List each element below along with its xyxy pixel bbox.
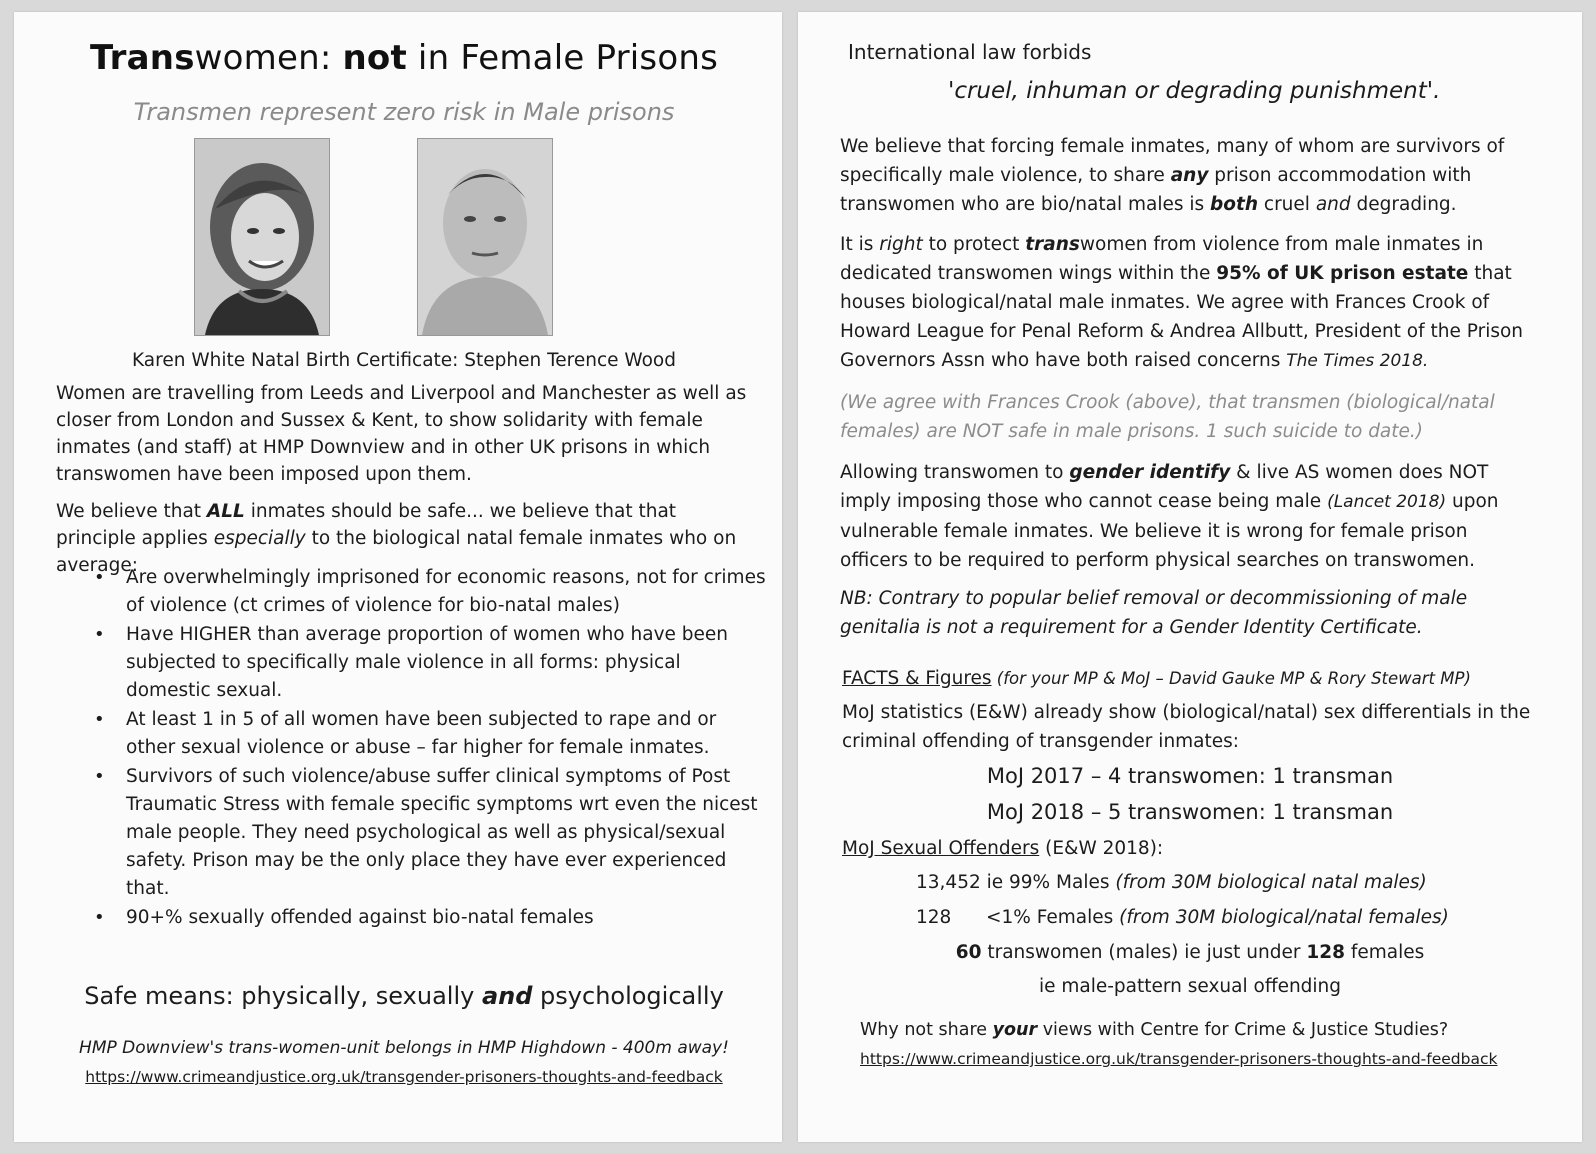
facts-heading: FACTS & Figures (for your MP & MoJ – David Gauke MP & Rory Stewart MP) [842,668,1471,689]
male-pattern-line: ie male-pattern sexual offending [1038,976,1342,997]
list-item: • Survivors of such violence/abuse suffer clinical symptoms of Post Traumatic Stress with female specific symptoms wrt even the nicest male people. They need psychological as well as physical/sexual safety. Prison may be the only place they have ever experienced that. [126,763,766,903]
moj-statistics: MoJ statistics (E&W) already show (biological/natal) sex differentials in the criminal offending of transgender inmates: [842,702,1531,752]
gender-identify-paragraph: Allowing transwomen to gender identify & live AS women does NOT imply imposing those who cannot cease being male (Lancet 2018) upon vulnerable female inmates. We believe it is wrong for female prison officers to be required to perform physical searches on transwomen. [840,462,1499,571]
feedback-link-right[interactable]: https://www.crimeandjustice.org.uk/transgender-prisoners-thoughts-and-feedback [860,1050,1498,1068]
right-page [798,12,1582,1142]
nb-note: NB: Contrary to popular belief removal or decommissioning of male genitalia is not a requirement for a Gender Identity Certificate. [840,588,1468,638]
belief-paragraph: We believe that ALL inmates should be safe... we believe that that principle applies especially to the biological natal female inmates who on average: [56,501,737,576]
protect-paragraph: It is right to protect transwomen from violence from male inmates in dedicated transwomen wings within the 95% of UK prison estate that houses biological/natal male inmates. We agree with Frances Crook of Howard League for Penal Reform & Andrea Allbutt, President of the Prison Governors Assn who have both raised concerns The Times 2018. [840,234,1524,371]
list-item: • Are overwhelmingly imprisoned for economic reasons, not for crimes of violence (ct crimes of violence for bio-natal males) [126,564,766,620]
moj-2017: MoJ 2017 – 4 transwomen: 1 transman [986,764,1394,788]
males-offenders-line: 13,452 ie 99% Males (from 30M biological natal males) [916,872,1427,893]
safe-means-heading: Safe means: physically, sexually and psychologically [84,982,724,1010]
photo-karen-white [194,138,330,336]
sexual-offenders-heading: MoJ Sexual Offenders (E&W 2018): [842,838,1164,859]
intro-paragraph: Women are travelling from Leeds and Liverpool and Manchester as well as closer from London and Sussex & Kent, to show solidarity with female inmates (and staff) at HMP Downview and in other UK prisons in which transwomen have been imposed upon them. [56,383,747,485]
transmen-note: (We agree with Frances Crook (above), that transmen (biological/natal females) are NOT safe in male prisons. 1 such suicide to date.) [840,392,1495,442]
transwomen-offenders-line: 60 transwomen (males) ie just under 128 females [955,942,1425,963]
photo-stephen-terence-wood [417,138,553,336]
feedback-link[interactable]: https://www.crimeandjustice.org.uk/transgender-prisoners-thoughts-and-feedback [85,1068,723,1086]
share-views-line: Why not share your views with Centre for Crime & Justice Studies? [860,1020,1449,1040]
females-offenders-number: 128 [916,907,952,928]
inmate-facts-list [126,564,766,933]
moj-2018: MoJ 2018 – 5 transwomen: 1 transman [986,800,1394,824]
international-law-heading: International law forbids [848,40,1092,64]
punishment-quote: 'cruel, inhuman or degrading punishment'. [948,78,1441,104]
list-item: • At least 1 in 5 of all women have been subjected to rape and or other sexual violence or abuse – far higher for female inmates. [126,706,766,762]
page-subtitle: Transmen represent zero risk in Male prisons [133,98,675,126]
forcing-paragraph: We believe that forcing female inmates, many of whom are survivors of specifically male violence, to share any prison accommodation with transwomen who are bio/natal males is both cruel and degrading. [840,136,1505,215]
downview-note: HMP Downview's trans-women-unit belongs in HMP Highdown - 400m away! [79,1038,729,1058]
females-offenders-line: <1% Females (from 30M biological/natal females) [986,907,1449,928]
list-item: • Have HIGHER than average proportion of women who have been subjected to specifically male violence in all forms: physical domestic sexual. [126,621,766,705]
left-page [14,12,782,1142]
page-title: Transwomen: not in Female Prisons [90,38,718,78]
list-item: • 90+% sexually offended against bio-natal females [126,904,766,932]
photo-caption: Karen White Natal Birth Certificate: Stephen Terence Wood [132,350,676,371]
